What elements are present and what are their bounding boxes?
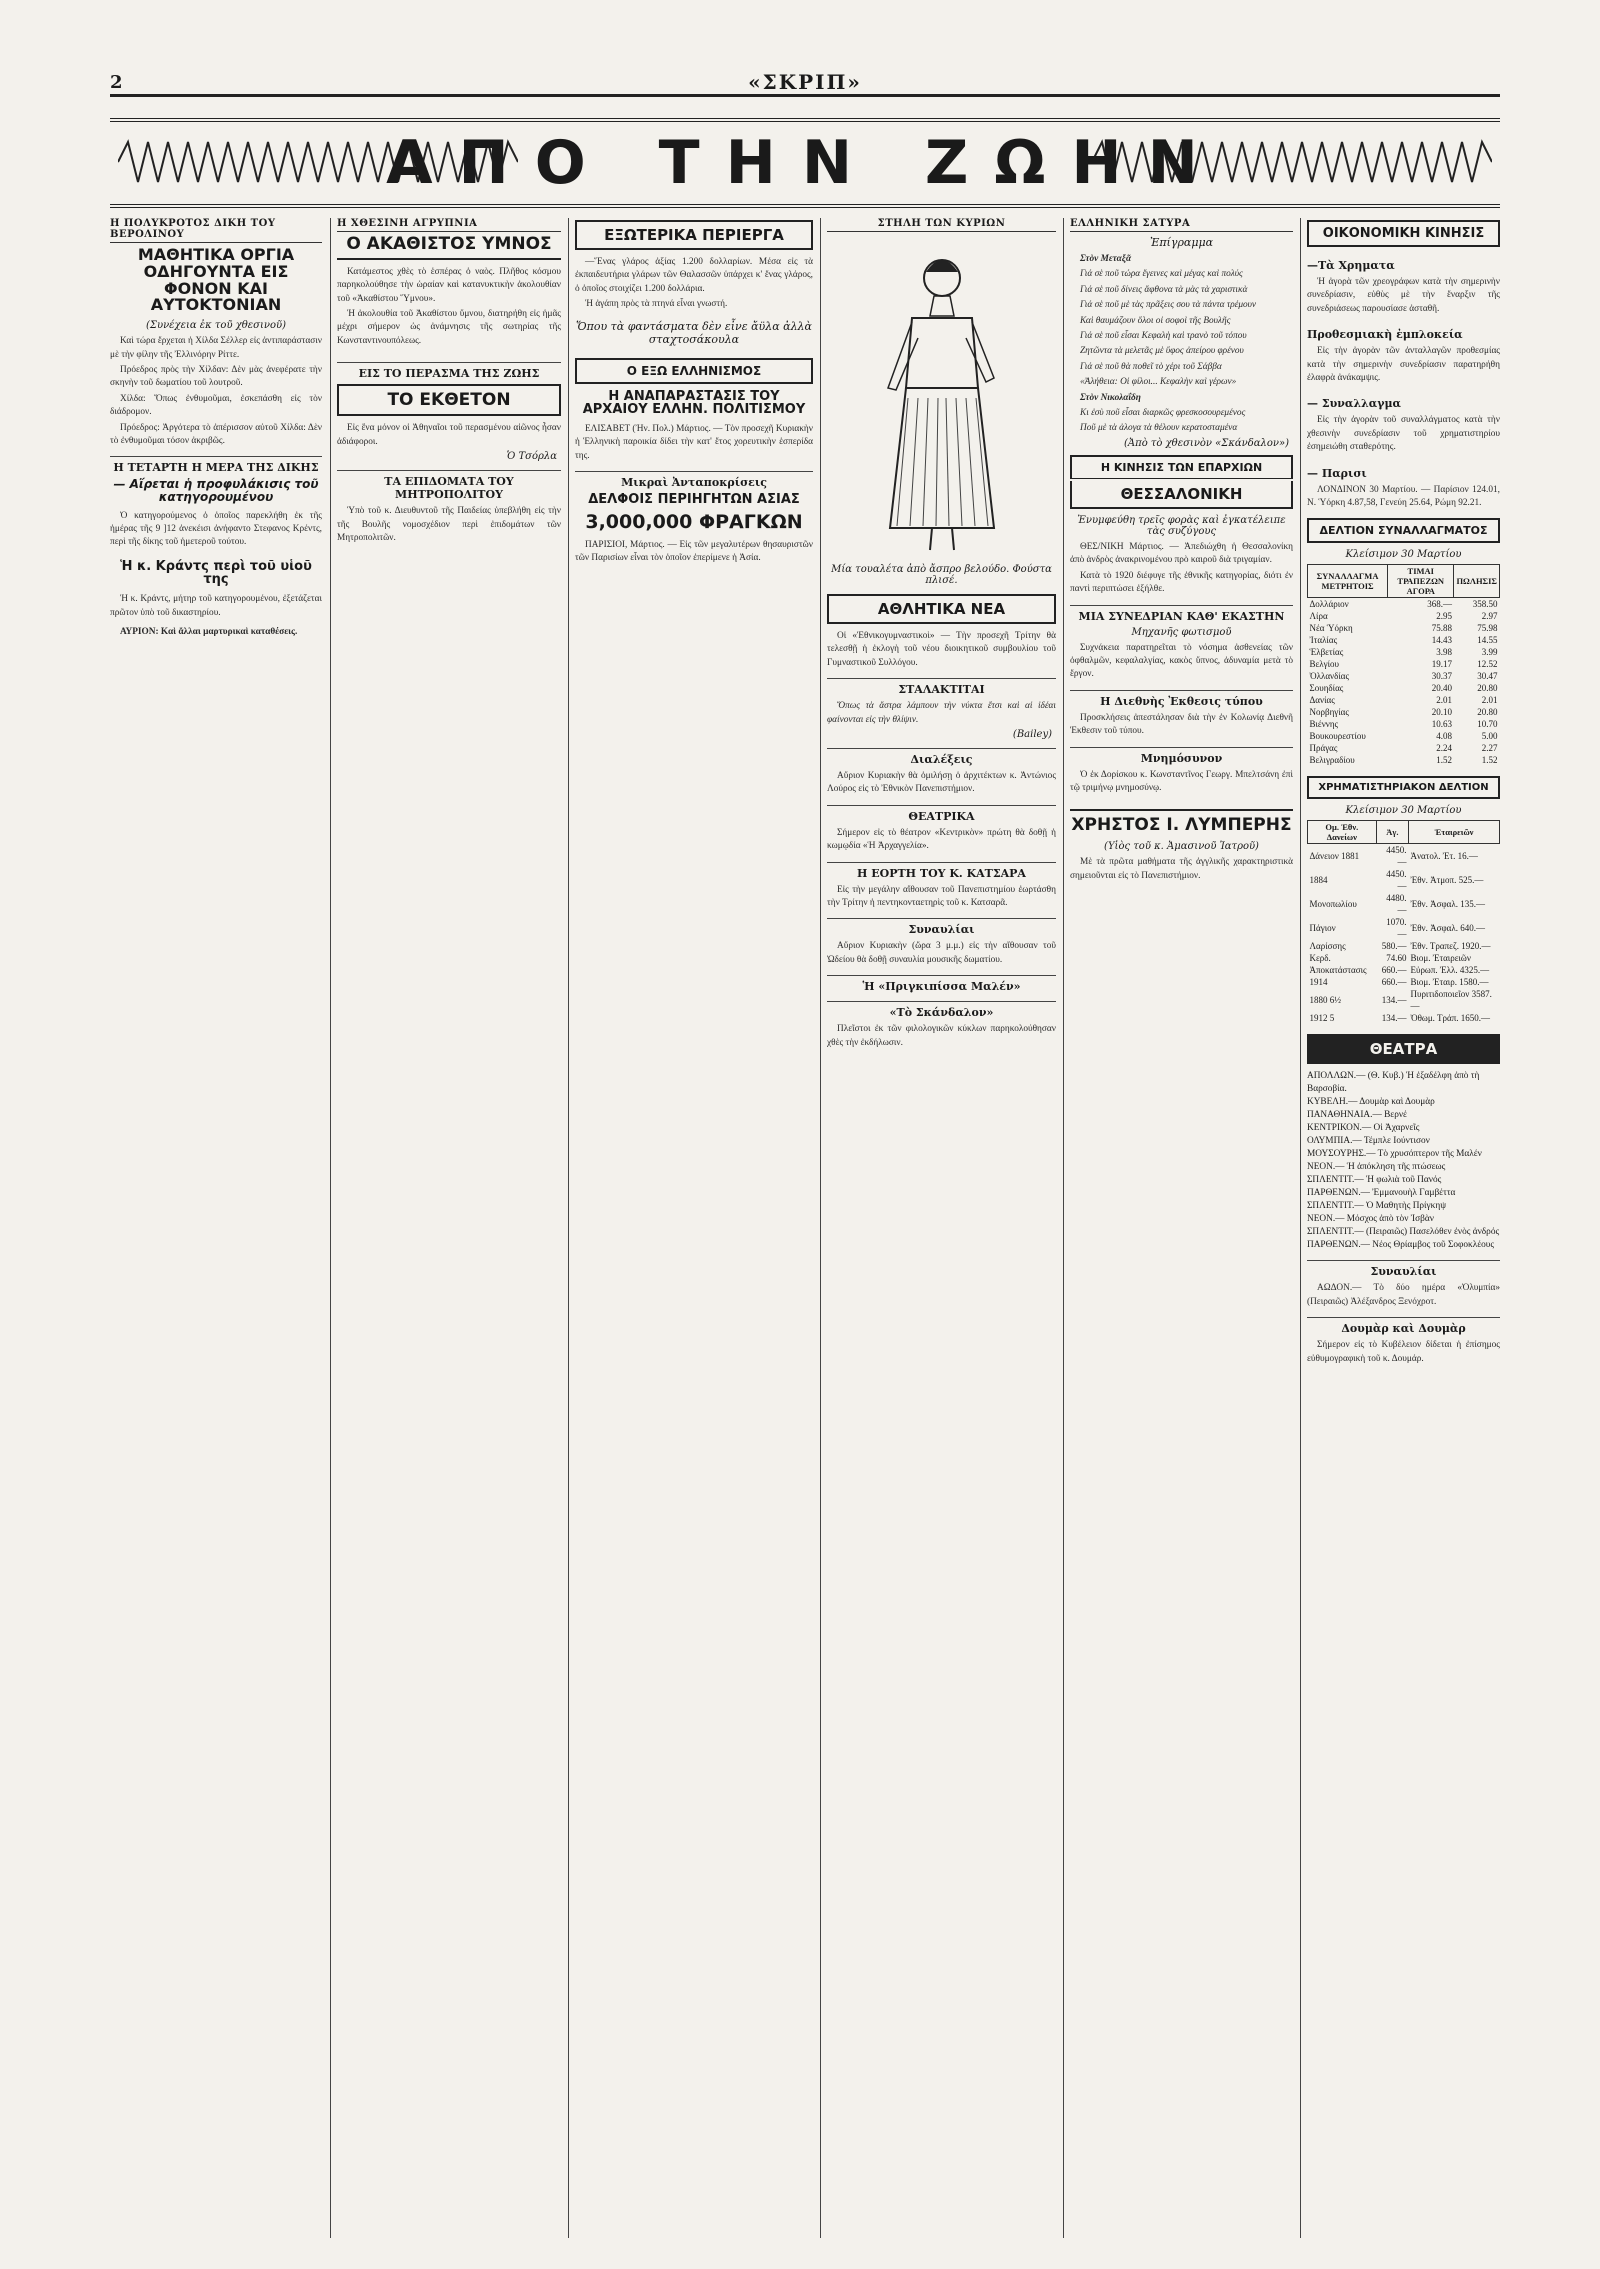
column-2 [337, 218, 561, 2238]
masthead-bar [110, 72, 1500, 97]
table-cell: 30.37 [1431, 671, 1452, 682]
advertisement-name: ΧΡΗΣΤΟΣ Ι. ΛΥΜΠΕΡΗΣ [1070, 809, 1293, 835]
table-cell: Κερδ. [1309, 953, 1331, 964]
stock-table-body [1308, 844, 1500, 1025]
table-cell: 30.47 [1477, 671, 1498, 682]
paragraph: Πρόεδρος πρὸς τὴν Χίλδαν: Δὲν μὰς ἀνεφέρατε τὴν σκηνὴν τοῦ δωματίου τοῦ λουτροῦ. [110, 365, 322, 389]
theatre-listing: ΑΠΟΛΛΩΝ.— (Θ. Κυβ.) Ἡ ἐξαδέλφη ἀπὸ τὴ Βαρσοβία. [1307, 1071, 1480, 1095]
table-cell: 5.00 [1481, 731, 1498, 742]
column-rule [1300, 218, 1301, 2238]
article-body [827, 827, 1056, 854]
article-body [1307, 1339, 1500, 1366]
table-cell: Δανίας [1309, 695, 1335, 706]
table-cell: 660.— [1381, 965, 1407, 976]
paragraph: Πρόεδρος: Ἀργότερα τὸ ἀπέρισσον αὐτοῦ Χίλδα: Δὲν τὸ ἐνθυμοῦμαι τόσον ἀκριβῶς. [110, 422, 322, 447]
table-cell: Ἐθν. Ἀσφαλ. 640.— [1410, 923, 1485, 934]
boxed-heading: ΕΞΩΤΕΡΙΚΑ ΠΕΡΙΕΡΓΑ [575, 220, 813, 250]
article-body [337, 266, 561, 348]
table-cell: Βιέννης [1309, 719, 1339, 730]
boxed-heading: ΧΡΗΜΑΤΙΣΤΗΡΙΑΚΟΝ ΔΕΛΤΙΟΝ [1307, 776, 1500, 799]
table-row [1308, 610, 1500, 622]
table-cell: 660.— [1381, 977, 1407, 988]
table-cell: Δάνειον 1881 [1309, 851, 1360, 862]
verse-line: Στὸν Νικολαΐδη [1080, 392, 1141, 403]
verse-line: «Ἀλήθεια: Οἱ φίλοι... Κεφαλὴν καὶ γέρων» [1080, 377, 1237, 388]
table-cell: Ἐθν. Τραπεζ. 1920.— [1410, 941, 1491, 952]
epigram-verse [1070, 253, 1293, 436]
theatre-listing: ΚΕΝΤΡΙΚΟΝ.— Οἱ Ἀχαρνεῖς [1307, 1123, 1420, 1134]
exchange-table [1307, 564, 1500, 766]
table-row [1308, 658, 1500, 670]
table-cell: 3.99 [1481, 647, 1498, 658]
paragraph: ΕΛΙΣΑΒΕΤ (Ἠν. Πολ.) Μάρτιος. — Τὸν προσεχῆ Κυριακὴν ἡ Ἑλληνικὴ παροικία δίδει τὴν κατ' ἔτος χορευτικὴν ἑσπερίδα της. [575, 423, 813, 461]
verse-line: Γιά σὲ ποῦ τώρα ἔγεινες καὶ μέγας καὶ πολύς [1080, 269, 1243, 280]
theatre-listing: ΟΛΥΜΠΙΑ.— Τέμπλε Ιούντισον [1307, 1136, 1430, 1147]
theatre-listing: ΜΟΥΣΟΥΡΗΣ.— Τὸ χρυσόπτερον τῆς Μαλέν [1307, 1149, 1482, 1160]
column-header: ΠΩΛΗΣΙΣ [1454, 565, 1500, 598]
article-body [1307, 276, 1500, 316]
column-header: Ἀγ. [1376, 821, 1408, 844]
article-body [827, 770, 1056, 797]
table-cell: Νέα Ὑόρκη [1309, 623, 1353, 634]
subsection-heading: —Τὰ Χρηματα [1307, 259, 1395, 272]
table-cell: 1070.— [1386, 917, 1407, 940]
article-body [337, 505, 561, 545]
article-headline: ΔΕΛΦΟΙΣ ΠΕΡΙΗΓΗΤΩΝ ΑΣΙΑΣ [588, 492, 800, 508]
paragraph: Μὲ τὰ πρῶτα μαθήματα τῆς ἀγγλικῆς χαρακτηριστικὰ σημειοῦνται εἰς τὸ Πανεπιστήμιον. [1070, 857, 1293, 881]
paragraph: Ἡ ἀγάπη πρὸς τὰ πτηνά εἶναι γνωστή. [585, 299, 728, 310]
table-row [1308, 964, 1500, 976]
article-body [1070, 856, 1293, 883]
column-kicker: ΣΤΗΛΗ ΤΩΝ ΚΥΡΙΩΝ [827, 218, 1056, 232]
theatre-listing: ΠΑΝΑΘΗΝΑΙΑ.— Βερνέ [1307, 1110, 1407, 1121]
column-rule [1063, 218, 1064, 2238]
table-cell: Εὐρωπ. Ἐλλ. 4325.— [1410, 965, 1490, 976]
paragraph: Ὑπὸ τοῦ κ. Διευθυντοῦ τῆς Παιδείας ὑπεβλήθη εἰς τὴν τῆς Βουλῆς νομοσχέδιον περὶ ἐπιδομάτων τῶν Μητροπολιτῶν. [337, 506, 561, 543]
table-cell: 580.— [1381, 941, 1407, 952]
table-cell: 134.— [1381, 1013, 1407, 1024]
attribution: (Ἀπὸ τὸ χθεσινὸν «Σκάνδαλον») [1124, 437, 1289, 449]
table-cell: 1914 [1309, 977, 1328, 988]
subsection-heading: ΘΕΑΤΡΙΚΑ [827, 805, 1056, 823]
article-body [827, 1023, 1056, 1050]
pull-quote: Ὅπου τὰ φαντάσματα δὲν εἶνε ἄϋλα ἀλλὰ σταχτοσάκουλα [576, 319, 812, 346]
table-cell: Σουηδίας [1309, 683, 1344, 694]
table-cell: Βιομ. Ἐταιρ. 1580.— [1410, 977, 1489, 988]
subsection-heading: Συναυλίαι [827, 918, 1056, 936]
paragraph: Εἰς τὴν ἀγορὰν τοῦ συναλλάγματος κατὰ τὴν χθεσινὴν συνεδρίασιν τοῦ χρηματιστηρίου ἐσημειώθη σταθερότης. [1307, 415, 1500, 453]
article-body [1070, 712, 1293, 739]
table-cell: 75.88 [1431, 623, 1452, 634]
article-headline-large: 3,000,000 ΦΡΑΓΚΩΝ [585, 510, 803, 533]
boxed-heading: ΑΘΛΗΤΙΚΑ ΝΕΑ [827, 594, 1056, 624]
quote-body [827, 700, 1056, 727]
subsection-heading: — Παρισι [1307, 466, 1367, 480]
column-3 [575, 218, 813, 2238]
table-cell: Νορβηγίας [1309, 707, 1349, 718]
paragraph: Κατὰ τὸ 1920 διέφυγε τῆς ἐθνικῆς κατηγορίας, διότι ἐν παντὶ περιπτώσει ἐξήλθε. [1070, 570, 1293, 595]
table-cell: 20.80 [1477, 683, 1498, 694]
boxed-heading: ΟΙΚΟΝΟΜΙΚΗ ΚΙΝΗΣΙΣ [1307, 220, 1500, 247]
section-banner [110, 118, 1500, 208]
paragraph: Συχνάκεια παρατηρεῖται τὸ νόσημα ἀσθενείας τῶν ὀφθαλμῶν, κεφαλαλγίας, κακὸς ὕπνος, ἀδυναμία μετὰ τὸ ἔργον. [1070, 642, 1293, 680]
table-cell: 1.52 [1481, 755, 1498, 766]
fashion-illustration-icon [842, 238, 1042, 558]
newspaper-name: «ΣΚΡΙΠ» [748, 70, 862, 94]
verse-line: Καὶ θαυμάζουν ὅλοι οἱ σοφοὶ τῆς Βουλῆς [1080, 315, 1231, 326]
table-cell: 1880 6½ [1309, 995, 1341, 1006]
theatre-listing: ΝΕΟΝ.— Μόσχος ἀπὸ τὸν Ἰσβὰν [1307, 1214, 1434, 1225]
boxed-heading: ΤΟ ΕΚΘΕΤΟΝ [337, 384, 561, 416]
table-cell: 20.80 [1477, 707, 1498, 718]
subsection-heading: Προθεσμιακὴ ἐμπλοκεία [1307, 328, 1463, 342]
column-rule [568, 218, 569, 2238]
theatre-listing: ΣΠΛΕΝΤΙΤ.— Ὁ Μαθητὴς Πρίγκηψ [1307, 1201, 1447, 1212]
column-header: Ομ. Ἐθν. Δανείων [1308, 821, 1377, 844]
paragraph: Καὶ τώρα ἔρχεται ἡ Χίλδα Σέλλερ εἰς ἀντιπαράστασιν μὲ τὴν φίλην τῆς Ἐλλινόρην Ρίττε. [110, 336, 322, 360]
table-cell: 2.24 [1436, 743, 1452, 754]
paragraph: Εἰς τὴν μεγάλην αἴθουσαν τοῦ Πανεπιστημίου ἐωρτάσθη τὴν Τρίτην ἡ πεντηκονταετηρὶς τοῦ κ. Κατσαρᾶ. [827, 884, 1056, 909]
paragraph: ΑΥΡΙΟΝ: Καὶ ἄλλαι μαρτυρικαὶ καταθέσεις. [120, 626, 298, 637]
article-body [110, 510, 322, 550]
subsection-subheading: Ἡ κ. Κράντς περὶ τοῦ υἱοῦ της [120, 558, 312, 588]
table-row [1308, 646, 1500, 658]
table-cell: 20.10 [1431, 707, 1452, 718]
table-cell: Ἀποκατάστασις [1309, 965, 1367, 976]
subsection-heading: «Τὸ Σκάνδαλον» [827, 1001, 1056, 1019]
table-row [1308, 694, 1500, 706]
table-row [1308, 1012, 1500, 1024]
paragraph: ΠΑΡΙΣΙΟΙ, Μάρτιος. — Εἰς τῶν μεγαλυτέρων θησαυριστῶν τῶν Παρισίων εἶναι τὸν ὁποῖον ἐπερίμενε ἡ Ἀσία. [575, 539, 813, 564]
table-row [1308, 844, 1500, 869]
table-cell: Ἐθν. Ἀσφαλ. 135.— [1410, 899, 1485, 910]
epigram-title: Ἐπίγραμμα [1149, 236, 1214, 249]
verse-line: Ποῦ μὲ τὰ ἀλογα τὰ θέλουν κερατοσταμένα [1080, 423, 1238, 434]
paragraph: Εἰς ἕνα μόνον οἱ Ἀθηναῖοι τοῦ περασμένου αἰῶνος ἦσαν ἀδιάφοροι. [337, 423, 561, 447]
paragraph: Αὔριον Κυριακὴν θὰ ὁμιλήσῃ ὁ ἀρχιτέκτων κ. Ἀντώνιος Λούρος εἰς τὸ Ἐθνικὸν Πανεπιστήμιον. [827, 771, 1056, 795]
verse-line: Γιά σὲ ποῦ θὰ ποθεῖ τὸ χέρι τοῦ Σάββα [1080, 361, 1222, 372]
table-row [1308, 598, 1500, 611]
subsection-heading: Η ΕΟΡΤΗ ΤΟΥ Κ. ΚΑΤΣΑΡΑ [827, 862, 1056, 880]
table-row [1308, 868, 1500, 892]
subsection-heading: — Συναλλαγμα [1307, 397, 1402, 411]
article-body [1307, 345, 1500, 385]
table-cell: Πράγας [1309, 743, 1338, 754]
table-row [1308, 988, 1500, 1012]
article-body [1307, 484, 1500, 511]
paragraph: Ὅπως τὰ ἄστρα λάμπουν τὴν νύκτα ἔτσι καὶ αἱ ἰδέαι φαίνονται εἰς τὴν θλίψιν. [827, 701, 1056, 725]
section-title: ΑΠΟ ΤΗΝ ΖΩΗΝ [386, 128, 1224, 198]
table-row [1308, 976, 1500, 988]
article-body [575, 539, 813, 566]
figure-caption: Μία τουαλέτα ἀπὸ ἄσπρο βελούδο. Φούστα πλισέ. [831, 564, 1052, 586]
table-cell: 2.27 [1481, 743, 1498, 754]
theatre-listing: ΚΥΒΕΛΗ.— Δουμὰρ καὶ Δουμὰρ [1307, 1097, 1435, 1108]
advertisement-subtitle: (Υἱὸς τοῦ κ. Ἀμασινοῦ Ἰατροῦ) [1104, 841, 1259, 853]
closing-date: Κλείσιμον 30 Μαρτίου [1345, 805, 1462, 817]
table-header-row [1308, 565, 1500, 598]
table-row [1308, 682, 1500, 694]
table-cell: Ὀθωμ. Τράπ. 1650.— [1410, 1013, 1490, 1024]
verse-line: Γιά σὲ ποῦ εἶσαι Κεφαλὴ καὶ τρανὸ τοῦ τόπου [1080, 331, 1247, 342]
table-cell: Ἀνατολ. Ἐτ. 16.— [1410, 851, 1478, 862]
paragraph: Εἰς τὴν ἀγορὰν τῶν ἀνταλλαγῶν προθεσμίας κατὰ τὴν σημερινὴν συνεδρίασιν παρατηρήθη ἐλαφρὰ ἀνάκαμψις. [1307, 346, 1500, 384]
table-cell: Βελιγραδίου [1309, 755, 1355, 766]
theatre-listing: ΠΑΡΘΕΝΩΝ.— Νέος Θρίαμβος τοῦ Σοφοκλέους [1307, 1240, 1495, 1251]
article-body [1070, 769, 1293, 796]
table-cell: 2.01 [1436, 695, 1452, 706]
paragraph: Ὁ ἐκ Δορίσκου κ. Κωνσταντῖνος Γεωργ. Μπελτσάνη ἐπὶ τῷ τριμήνῳ μνημοσύνῳ. [1070, 769, 1293, 793]
paragraph: Ὁ κατηγορούμενος ὁ ὁποῖος παρεκλήθη ἐκ τῆς ἡμέρας τῆς 9 ]12 ἀνεκέισι ἀνήφαντο Στεφανος Κρέντς, περὶ τῆς δίκης τοῦ ἡμετεροῦ τούτου. [110, 510, 322, 548]
paragraph: ΑΩΔΟΝ.— Τὸ δύο ημέρα «Ὀλυμπία» (Πειραιῶς) Ἀλέξανδρος Ξενόχροτ. [1307, 1283, 1500, 1307]
table-row [1308, 892, 1500, 916]
subsection-heading: Ἡ «Πριγκιπίσσα Μαλέν» [827, 975, 1056, 993]
page-number: 2 [110, 72, 123, 93]
table-cell: 10.63 [1431, 719, 1452, 730]
table-cell: Ὀλλανδίας [1309, 671, 1350, 682]
column-header: Ἐταιρειῶν [1408, 821, 1499, 844]
paragraph: Σήμερον εἰς τὸ θέατρον «Κεντρικὸν» πρώτη θὰ δοθῇ ἡ κωμῳδία «Ἡ Ἀρχαγγελία». [827, 827, 1056, 852]
column-header: ΤΙΜΑΙ ΤΡΑΠΕΖΩΝ ΑΓΟΡΑ [1388, 565, 1454, 598]
verse-line: Κι ἐσὺ ποῦ εἶσαι διαρκῶς φρεσκοσουρεμένος [1080, 408, 1246, 419]
table-cell: Λαρίσσης [1309, 941, 1346, 952]
article-kicker: Η ΠΟΛΥΚΡΟΤΟΣ ΔΙΚΗ ΤΟΥ ΒΕΡΟΛΙΝΟΥ [110, 218, 322, 243]
paragraph: Ἡ ἀγορὰ τῶν χρεογράφων κατὰ τὴν σημερινὴν συνεδρίασιν, εὐθὺς μὲ τὴν ἔναρξιν τῆς συνεδριάσεως παρουσίασε ἀσταθῆ. [1307, 277, 1500, 314]
paragraph: Σήμερον εἰς τὸ Κυβέλειον δίδεται ἡ ἐπίσημος εὐθυμογραφικὴ τοῦ κ. Δουμάρ. [1307, 1340, 1500, 1364]
table-cell: 20.40 [1431, 683, 1452, 694]
table-cell: 3.98 [1436, 647, 1452, 658]
subsection-heading: ΤΑ ΕΠΙΔΟΜΑΤΑ ΤΟΥ ΜΗΤΡΟΠΟΛΙΤΟΥ [337, 470, 561, 501]
article-subtitle: Ἐνυμφεύθη τρεῖς φορὰς καὶ ἐγκατέλειπε τὰς συζύγους [1077, 514, 1286, 537]
signature: Ὁ Τσόρλα [506, 451, 557, 463]
paragraph: ΘΕΣ/ΝΙΚΗ Μάρτιος. — Ἀπεδιώχθη ἡ Θεσσαλονίκη ἀπὸ ἀνδρὸς ἀνακρινομένου πρὸ καιροῦ διὰ τριγαμίαν. [1070, 541, 1293, 566]
article-body [110, 593, 322, 639]
paragraph: Οἱ «Ἐθνικογυμναστικοὶ» — Τὴν προσεχῆ Τρίτην θὰ τελεσθῇ ἡ ἐκλογὴ τοῦ νέου διοικητικοῦ συμβουλίου τοῦ Γυμναστικοῦ Συλλόγου. [827, 631, 1056, 668]
column-5 [1070, 218, 1293, 2238]
table-cell: 358.50 [1472, 599, 1498, 610]
theatre-listing: ΣΠΛΕΝΤΙΤ.— Ἡ φωλιὰ τοῦ Πανός [1307, 1175, 1442, 1186]
subsection-heading: Μικραὶ Ἀνταποκρίσεις [575, 471, 813, 489]
subsection-heading: Συναυλίαι [1307, 1260, 1500, 1278]
article-body [110, 335, 322, 448]
table-cell: Ἰταλίας [1309, 635, 1338, 646]
table-row [1308, 706, 1500, 718]
verse-line: Ζητῶντα τὰ μελετᾶς μὲ ὕφος ἀπείρου φρένου [1080, 346, 1244, 357]
table-cell: 75.98 [1477, 623, 1498, 634]
table-cell: 134.— [1381, 995, 1407, 1006]
paragraph: Πλεῖστοι ἐκ τῶν φιλολογικῶν κύκλων παρηκολούθησαν χθὲς τὴν ἐκδήλωσιν. [827, 1024, 1056, 1048]
subsection-subheading: — Αἴρεται ἡ προφυλάκισις τοῦ κατηγορουμένου [113, 477, 319, 505]
verse-line: Στὸν Μεταξᾶ [1080, 254, 1132, 264]
theatre-list [1307, 1070, 1500, 1252]
table-row [1308, 670, 1500, 682]
article-body [827, 940, 1056, 967]
article-headline: ΜΑΘΗΤΙΚΑ ΟΡΓΙΑ ΟΔΗΓΟΥΝΤΑ ΕΙΣ ΦΟΝΟΝ ΚΑΙ ΑΥΤΟΚΤΟΝΙΑΝ [137, 245, 295, 315]
table-cell: Ἐθν. Ἀτμοπ. 525.— [1410, 875, 1484, 886]
subsection-subheading: Μηχανῆς φωτισμοῦ [1131, 626, 1232, 638]
paragraph: —Ἕνας γλάρος ἀξίας 1.200 δολλαρίων. Μέσα εἰς τὰ ἐκπαιδευτήρια γλάρων τῶν Θαλασσῶν ὑπάρχει κ' ἕνας γλάρος, ὁ ὁποῖος στοιχίζει 1.200 δολλάρια. [575, 257, 813, 294]
table-cell: 12.52 [1477, 659, 1498, 670]
table-cell: Βελγίου [1309, 659, 1340, 670]
quote-author: (Bailey) [1012, 729, 1052, 741]
theatre-listing: ΝΕΟΝ.— Ἡ ἀπόκληση τῆς πτώσεως [1307, 1162, 1446, 1173]
boxed-heading: ΔΕΛΤΙΟΝ ΣΥΝΑΛΛΑΓΜΑΤΟΣ [1307, 518, 1500, 543]
article-body [1307, 414, 1500, 454]
table-cell: 1912 5 [1309, 1013, 1335, 1024]
subsection-heading: Διαλέξεις [827, 748, 1056, 766]
table-cell: Πυριτιδοποιεῖον 3587.— [1410, 989, 1492, 1012]
table-cell: 14.43 [1431, 635, 1452, 646]
column-header: ΣΥΝΑΛΛΑΓΜΑ ΜΕΤΡΗΤΟΙΣ [1308, 565, 1388, 598]
boxed-heading: ΘΕΑΤΡΑ [1307, 1034, 1500, 1064]
table-row [1308, 622, 1500, 634]
article-body [575, 423, 813, 463]
table-row [1308, 754, 1500, 766]
table-cell: Βιομ. Ἐταιρειῶν [1410, 953, 1471, 964]
table-cell: 2.97 [1481, 611, 1498, 622]
theatre-listing: ΠΑΡΘΕΝΩΝ.— Ἐμμανουὴλ Γαμβέττα [1307, 1188, 1456, 1199]
table-row [1308, 730, 1500, 742]
column-rule [820, 218, 821, 2238]
paragraph: Χίλδα: Ὅπως ἐνθυμοῦμαι, ἐσκεπάσθη εἰς τὸν διάδρομον. [110, 393, 322, 418]
table-cell: 74.60 [1386, 953, 1407, 964]
article-body [575, 256, 813, 312]
boxed-heading-city: ΘΕΣΣΑΛΟΝΙΚΗ [1070, 481, 1293, 509]
table-row [1308, 718, 1500, 730]
table-cell: Δολλάριον [1309, 599, 1349, 610]
table-cell: 10.70 [1477, 719, 1498, 730]
subsection-heading: ΜΙΑ ΣΥΝΕΔΡΙΑΝ ΚΑΘ' ΕΚΑΣΤΗΝ [1070, 605, 1293, 623]
article-body [1070, 642, 1293, 682]
table-cell: 19.17 [1431, 659, 1452, 670]
stock-table [1307, 820, 1500, 1024]
table-cell: 4450.— [1386, 869, 1407, 892]
boxed-heading: Ο ΕΞΩ ΕΛΛΗΝΙΣΜΟΣ [575, 358, 813, 384]
table-cell: Μονοπωλίου [1309, 899, 1357, 910]
subsection-heading: Η Διεθνὴς Ἐκθεσις τύπου [1070, 690, 1293, 708]
table-cell: 1884 [1309, 875, 1328, 886]
exchange-table-body [1308, 598, 1500, 767]
article-body [827, 630, 1056, 670]
table-cell: 4.08 [1436, 731, 1452, 742]
column-rule [330, 218, 331, 2238]
paragraph: Κατάμεστος χθὲς τὸ ἑσπέρας ὁ ναὸς. Πλῆθος κόσμου παρηκολούθησε τὴν ὡραίαν καὶ κατανυκτικὴν ἀκολουθίαν τοῦ «Ἀκαθίστου Ὕμνου». [337, 266, 561, 304]
table-cell: 368.— [1427, 599, 1452, 610]
table-cell: 4450.— [1386, 845, 1407, 868]
paragraph: Αὔριον Κυριακὴν (ὥρα 3 μ.μ.) εἰς τὴν αἴθουσαν τοῦ Ὠδείου θὰ δοθῇ συναυλία μουσικῆς δωματίου. [827, 941, 1056, 965]
article-headline: Η ΑΝΑΠΑΡΑΣΤΑΣΙΣ ΤΟΥ ΑΡΧΑΙΟΥ ΕΛΛΗΝ. ΠΟΛΙΤΙΣΜΟΥ [582, 388, 806, 418]
table-cell: Λίρα [1309, 611, 1328, 622]
paragraph: Ἡ ἀκολουθία τοῦ Ἀκαθίστου ὕμνου, διατηρήθη εἰς ἡμᾶς μέχρι σήμερον ὡς ἀνάμνησις τῆς σωτηρίας τῆς Κωνσταντινουπόλεως. [337, 309, 561, 346]
verse-line: Γιά σὲ ποῦ δίνεις ἄφθονα τὰ μὰς τὰ χαριστικὰ [1080, 284, 1248, 295]
subsection-heading: Η ΤΕΤΑΡΤΗ Η ΜΕΡΑ ΤΗΣ ΔΙΚΗΣ [110, 456, 322, 474]
article-body [827, 884, 1056, 911]
article-body [1070, 541, 1293, 597]
verse-line: Γιά σὲ ποῦ μὲ τὰς πρᾶξεις σου τὰ πάντα τρέμουν [1080, 300, 1257, 311]
article-body [1307, 1282, 1500, 1309]
table-row [1308, 940, 1500, 952]
table-cell: 1.52 [1436, 755, 1452, 766]
table-row [1308, 952, 1500, 964]
column-4 [827, 218, 1056, 2238]
subsection-heading: Δουμὰρ καὶ Δουμὰρ [1307, 1317, 1500, 1335]
table-row [1308, 916, 1500, 940]
paragraph: Προσκλήσεις ἀπεστάλησαν διὰ τὴν ἐν Κολωνίᾳ Διεθνῆ Ἐκθεσιν τοῦ τύπου. [1070, 712, 1293, 737]
table-cell: Ἑλβετίας [1309, 647, 1344, 658]
table-row [1308, 634, 1500, 646]
theatre-listing: ΣΠΛΕΝΤΙΤ.— (Πειραιῶς) Πασελόθεν ἐνὸς ἀνδρός [1307, 1227, 1500, 1238]
table-row [1308, 742, 1500, 754]
table-cell: 4480.— [1386, 893, 1407, 916]
table-cell: Πάγιον [1309, 923, 1336, 934]
subsection-heading: ΕΙΣ ΤΟ ΠΕΡΑΣΜΑ ΤΗΣ ΖΩΗΣ [337, 362, 561, 380]
paragraph: Ἡ κ. Κράντς, μήτηρ τοῦ κατηγορουμένου, ἐξετάζεται πρῶτον ὑπὸ τοῦ δικαστηρίου. [110, 594, 322, 618]
column-kicker: ΕΛΛΗΝΙΚΗ ΣΑΤΥΡΑ [1070, 218, 1293, 232]
subsection-heading: ΣΤΑΛΑΚΤΙΤΑΙ [827, 678, 1056, 696]
table-cell: 2.95 [1436, 611, 1452, 622]
article-body [337, 422, 561, 449]
table-cell: 2.01 [1481, 695, 1498, 706]
article-subtitle: (Συνέχεια ἐκ τοῦ χθεσινοῦ) [146, 320, 286, 332]
table-cell: Βουκουρεστίου [1309, 731, 1366, 742]
table-header-row [1308, 821, 1500, 844]
article-headline: Ο ΑΚΑΘΙΣΤΟΣ ΥΜΝΟΣ [337, 236, 561, 260]
article-kicker: Η ΧΘΕΣΙΝΗ ΑΓΡΥΠΝΙΑ [337, 218, 561, 232]
column-1 [110, 218, 322, 2238]
boxed-heading: Η ΚΙΝΗΣΙΣ ΤΩΝ ΕΠΑΡΧΙΩΝ [1070, 455, 1293, 479]
table-cell: 14.55 [1477, 635, 1498, 646]
subsection-heading: Μνημόσυνον [1070, 747, 1293, 765]
paragraph: ΛΟΝΔΙΝΟΝ 30 Μαρτίου. — Παρίσιον 124.01, Ν. Ὑόρκη 4.87,58, Γενεύη 25.64, Ρώμη 92.21. [1307, 484, 1500, 509]
column-6 [1307, 218, 1500, 2238]
closing-date: Κλείσιμον 30 Μαρτίου [1345, 549, 1462, 561]
